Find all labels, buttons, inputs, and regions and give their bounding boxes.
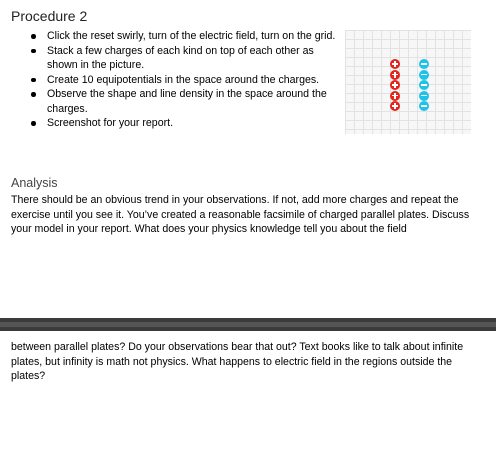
negative-charge-icon <box>419 59 429 69</box>
list-item: Create 10 equipotentials in the space around the charges. <box>28 73 338 88</box>
negative-charge-icon <box>419 80 429 90</box>
simulation-screenshot <box>345 30 471 134</box>
negative-charge-icon <box>419 91 429 101</box>
analysis-paragraph-continued: between parallel plates? Do your observations bear that out? Text books like to talk about infinite plates, but infinity is math not physics. What happens to electric field in the regions outside the plates? <box>11 341 464 382</box>
positive-charge-icon <box>390 59 400 69</box>
list-item: Stack a few charges of each kind on top of each other as shown in the picture. <box>28 44 338 73</box>
list-item: Screenshot for your report. <box>28 116 338 131</box>
page-break-divider <box>0 318 496 331</box>
negative-charge-icon <box>419 101 429 111</box>
procedure-heading: Procedure 2 <box>11 8 88 24</box>
analysis-heading: Analysis <box>11 176 58 190</box>
list-item: Click the reset swirly, turn of the electric field, turn on the grid. <box>28 29 338 44</box>
positive-charge-icon <box>390 70 400 80</box>
procedure-steps-list <box>28 29 338 131</box>
positive-charge-stack <box>390 59 400 112</box>
positive-charge-icon <box>390 91 400 101</box>
positive-charge-icon <box>390 80 400 90</box>
list-item: Observe the shape and line density in the space around the charges. <box>28 87 338 116</box>
positive-charge-icon <box>390 101 400 111</box>
document-page-2 <box>0 331 496 466</box>
analysis-paragraph: There should be an obvious trend in your observations. If not, add more charges and repeat the exercise until you see it. You’ve created a reasonable facsimile of charged parallel plates. Discuss your model in your report. What does your physics knowledge tell you about the field <box>11 194 470 235</box>
negative-charge-stack <box>419 59 429 112</box>
negative-charge-icon <box>419 70 429 80</box>
